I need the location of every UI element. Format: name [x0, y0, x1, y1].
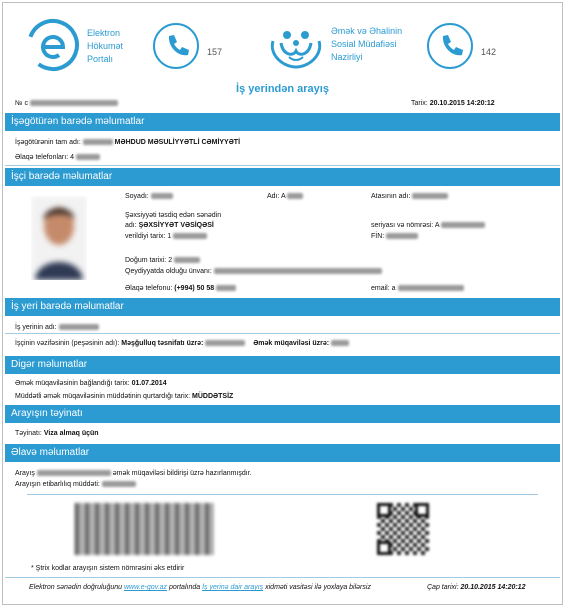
fin-label: FİN:: [371, 233, 385, 240]
barcode: [75, 503, 213, 555]
employer-name-value: MƏHDUD MƏSULİYYƏTLİ CƏMİYYƏTİ: [114, 139, 241, 146]
phone-number-2: 142: [481, 47, 497, 57]
contract-position-label: Əmək müqaviləsi üzrə:: [253, 340, 330, 347]
qr-code: [377, 503, 429, 555]
egov-text-line2: Hökumət: [87, 41, 124, 51]
contract-date-label: Əmək müqaviləsinin bağlandığı tarix:: [15, 380, 130, 387]
validity-label: Arayışın etibarlılıq müddəti:: [15, 481, 100, 488]
employee-phone-value: (+994) 50 58: [174, 285, 215, 292]
redacted: [216, 285, 236, 291]
ministry-text-line2: Sosial Müdafiəsi: [331, 39, 397, 49]
redacted: [59, 324, 99, 330]
surname-label: Soyadı:: [125, 193, 149, 200]
purpose-value: Viza almaq üçün: [43, 430, 99, 437]
workplace-section-header: İş yeri barədə məlumatlar: [5, 298, 560, 316]
employer-section-header: İşəgötürən barədə məlumatlar: [5, 113, 560, 131]
phone-icon: [155, 25, 197, 67]
address-label: Qeydiyyatda olduğu ünvanı:: [125, 268, 212, 275]
employee-phone-row: [125, 284, 236, 293]
additional-section-header: Əlavə məlumatlar: [5, 444, 560, 462]
egov-text-line1: Elektron: [87, 28, 121, 38]
egov-text-line3: Portalı: [87, 54, 114, 64]
employee-phone-label: Əlaqə telefonu:: [125, 285, 173, 292]
redacted: [214, 268, 382, 274]
issued-row: [125, 232, 207, 241]
redacted: [386, 233, 418, 239]
employee-photo: [31, 196, 87, 280]
redacted: [173, 233, 207, 239]
divider: [5, 577, 560, 578]
divider: [5, 165, 560, 166]
verify-text-1: Elektron sənədin doğruluğunu: [29, 584, 123, 591]
employer-name-row: [15, 138, 240, 147]
date-label: Tarix:: [411, 100, 428, 107]
verify-text-3: xidməti vasitəsi ilə yoxlaya bilərsiz: [265, 584, 371, 591]
number-value: c: [24, 100, 28, 107]
redacted: [37, 470, 111, 476]
employer-phone-label: Əlaqə telefonları:: [15, 154, 69, 161]
fin-row: [371, 232, 418, 241]
birth-label: Doğum tarixi:: [125, 257, 167, 264]
series-value: A: [434, 222, 440, 229]
address-row: [125, 267, 382, 276]
workplace-name-row: [15, 323, 99, 332]
issued-label: verildiyi tarix:: [125, 233, 166, 240]
employer-phone-row: [15, 153, 100, 162]
service-link[interactable]: İş yerinə dair arayış: [202, 584, 264, 591]
ministry-text-line3: Nazirliyi: [331, 52, 363, 62]
redacted: [331, 340, 349, 346]
doc-name-label: adı:: [125, 222, 137, 229]
date-row: [411, 99, 495, 108]
employee-section-header: İşçi barədə məlumatlar: [5, 168, 560, 186]
verify-row: [29, 583, 371, 592]
number-row: [15, 99, 118, 108]
date-value: 20.10.2015 14:20:12: [429, 100, 495, 107]
patronymic-label: Atasının adı:: [371, 193, 411, 200]
other-section-header: Digər məlumatlar: [5, 356, 560, 374]
verify-text-2: portalında: [168, 584, 201, 591]
redacted: [30, 100, 118, 106]
position-label: İşçinin vəzifəsinin (peşəsinin adı):: [15, 340, 120, 347]
birth-row: [125, 256, 200, 265]
doc-heading: Şəxsiyyəti təsdiq edən sənədin: [125, 212, 222, 219]
egov-logo: [25, 17, 81, 73]
redacted: [441, 222, 485, 228]
print-date-label: Çap tarixi:: [427, 584, 459, 591]
certificate-page: [2, 2, 563, 605]
employer-phone-value: 4: [70, 154, 74, 161]
term-row: [15, 392, 233, 401]
print-date-value: 20.10.2015 14:20:12: [460, 584, 526, 591]
redacted: [76, 154, 100, 160]
patronymic-row: [371, 192, 448, 201]
redacted: [102, 481, 136, 487]
position-row: [15, 339, 349, 348]
workplace-name-label: İş yerinin adı:: [15, 324, 57, 331]
name-row: [267, 192, 303, 201]
issued-value: 1: [167, 233, 172, 240]
redacted: [412, 193, 448, 199]
ministry-text-line1: Əmək və Əhalinin: [331, 26, 403, 36]
print-date-row: [427, 583, 525, 592]
email-row: [371, 284, 464, 293]
series-row: [371, 221, 485, 230]
contract-date-row: [15, 379, 167, 388]
ministry-logo: [265, 21, 327, 71]
doc-name-value: ŞƏXSİYYƏT VƏSİQƏSİ: [138, 222, 214, 229]
doc-name-row: [125, 221, 214, 230]
purpose-section-header: Arayışın təyinatı: [5, 405, 560, 423]
birth-value: 2: [168, 257, 173, 264]
additional-prefix: Arayış: [15, 470, 35, 477]
additional-suffix: əmək müqaviləsi bildirişi üzrə hazırlanmışdır.: [112, 470, 252, 477]
purpose-row: [15, 429, 99, 438]
redacted: [151, 193, 173, 199]
phone-number-1: 157: [207, 47, 223, 57]
name-value: A: [281, 193, 286, 200]
number-label: №: [15, 100, 23, 107]
name-label: Adı:: [267, 193, 280, 200]
additional-line1: [15, 469, 252, 478]
phone-icon: [429, 25, 471, 67]
redacted: [398, 285, 464, 291]
divider: [5, 333, 560, 334]
classifier-label: Məşğulluq təsnifatı üzrə:: [121, 340, 204, 347]
redacted: [205, 340, 245, 346]
phone-circle-2: [427, 23, 473, 69]
divider: [27, 494, 538, 495]
phone-circle-1: [153, 23, 199, 69]
redacted: [83, 139, 113, 145]
term-label: Müddətli əmək müqaviləsinin müddətinin qurtardığı tarix:: [15, 393, 191, 400]
validity-row: [15, 480, 136, 489]
barcode-note: * Ştrix kodlar arayışın sistem nömrəsini əks etdirir: [31, 565, 185, 572]
series-label: seriyası və nömrəsi:: [371, 222, 434, 229]
egov-link[interactable]: www.e-gov.az: [123, 584, 168, 591]
header: [3, 3, 562, 91]
redacted: [287, 193, 303, 199]
document-title: İş yerindən arayış: [236, 83, 329, 95]
employer-name-label: İşəgötürənin tam adı:: [15, 139, 81, 146]
contract-date-value: 01.07.2014: [131, 380, 167, 387]
email-label: email:: [371, 285, 390, 292]
term-value: MÜDDƏTSİZ: [192, 393, 234, 400]
redacted: [174, 257, 200, 263]
purpose-label: Təyinatı:: [15, 430, 42, 437]
email-value: a: [391, 285, 396, 292]
surname-row: [125, 192, 173, 201]
